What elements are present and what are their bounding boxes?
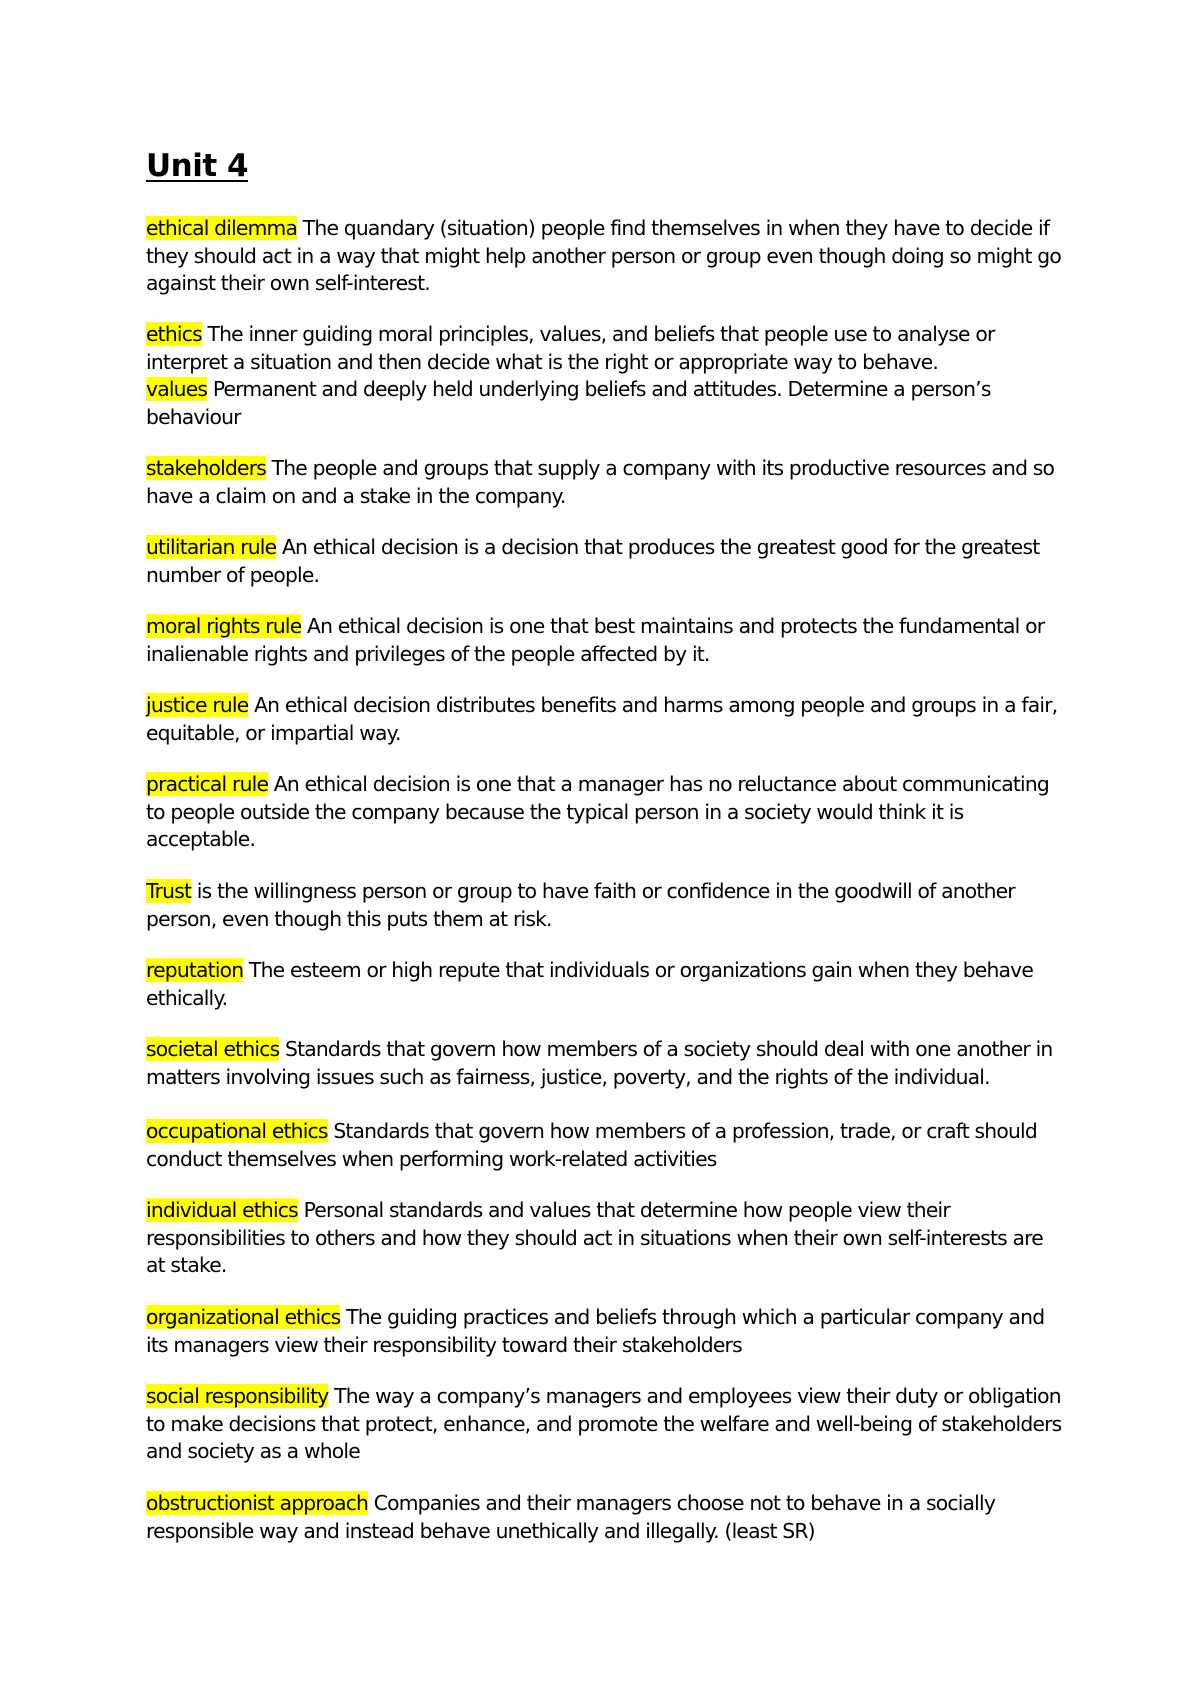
page-title: Unit 4: [146, 148, 249, 184]
term-highlight: moral rights rule: [146, 614, 302, 638]
definition-text: An ethical decision is one that best maintains and protects the fundamental or inalienable rights and privileges of the people affected by it.: [146, 614, 1045, 666]
definition-text: The guiding practices and beliefs through which a particular company and its managers view their responsibility toward their stakeholders: [146, 1305, 1045, 1357]
definition-entry-reputation: [146, 957, 1066, 1012]
definition-text: The way a company’s managers and employees view their duty or obligation to make decisions that protect, enhance, and promote the welfare and well-being of stakeholders and society as a whole: [146, 1384, 1062, 1463]
definition-entry-utilitarian-rule: [146, 534, 1066, 589]
definition-text: Standards that govern how members of a society should deal with one another in matters involving issues such as fairness, justice, poverty, and the rights of the individual.: [146, 1037, 1053, 1089]
term-highlight: organizational ethics: [146, 1305, 341, 1329]
definition-entry-social-responsibility: [146, 1383, 1066, 1466]
definition-text: is the willingness person or group to have faith or confidence in the goodwill of another person, even though this puts them at risk.: [146, 879, 1015, 931]
term-highlight: justice rule: [146, 693, 249, 717]
definition-text: An ethical decision is a decision that produces the greatest good for the greatest number of people.: [146, 535, 1040, 587]
term-highlight: ethical dilemma: [146, 216, 298, 240]
term-highlight: individual ethics: [146, 1198, 298, 1222]
term-highlight: stakeholders: [146, 456, 266, 480]
definition-entry-practical-rule: [146, 771, 1066, 854]
definition-text: An ethical decision distributes benefits and harms among people and groups in a fair, equitable, or impartial way.: [146, 693, 1058, 745]
definition-text: The quandary (situation) people find themselves in when they have to decide if they should act in a way that might help another person or group even though doing so might go against their own self-interest.: [146, 216, 1061, 295]
term-highlight: social responsibility: [146, 1384, 329, 1408]
definition-text: Permanent and deeply held underlying beliefs and attitudes. Determine a person’s behaviour: [146, 377, 991, 429]
definition-entry-justice-rule: [146, 692, 1066, 747]
term-highlight: reputation: [146, 958, 244, 982]
definition-entry-organizational-ethics: [146, 1304, 1066, 1359]
term-highlight: practical rule: [146, 772, 269, 796]
definition-entry-individual-ethics: [146, 1197, 1066, 1280]
definition-entry-ethical-dilemma: [146, 215, 1066, 298]
definition-entry-obstructionist-approach: [146, 1490, 1066, 1545]
term-highlight: utilitarian rule: [146, 535, 277, 559]
term-highlight: societal ethics: [146, 1037, 280, 1061]
definition-text: The people and groups that supply a company with its productive resources and so have a claim on and a stake in the company.: [146, 456, 1055, 508]
definition-entry-occupational-ethics: [146, 1118, 1066, 1173]
definition-text: Companies and their managers choose not to behave in a socially responsible way and instead behave unethically and illegally. (least SR): [146, 1491, 996, 1543]
definition-text: Personal standards and values that determine how people view their responsibilities to others and how they should act in situations when their own self-interests are at stake.: [146, 1198, 1043, 1277]
term-highlight: occupational ethics: [146, 1119, 328, 1143]
definition-text: The inner guiding moral principles, values, and beliefs that people use to analyse or interpret a situation and then decide what is the right or appropriate way to behave.: [146, 322, 995, 374]
term-highlight: values: [146, 377, 208, 401]
definition-text: Standards that govern how members of a profession, trade, or craft should conduct themselves when performing work-related activities: [146, 1119, 1037, 1171]
definition-entry-societal-ethics: [146, 1036, 1066, 1091]
definition-entry-values: [146, 376, 1066, 431]
definition-entry-stakeholders: [146, 455, 1066, 510]
term-highlight: ethics: [146, 322, 202, 346]
definition-entry-trust: [146, 878, 1066, 933]
term-highlight: obstructionist approach: [146, 1491, 369, 1515]
definition-text: An ethical decision is one that a manager has no reluctance about communicating to people outside the company because the typical person in a society would think it is acceptable.: [146, 772, 1049, 851]
definition-entry-moral-rights-rule: [146, 613, 1066, 668]
definition-text: The esteem or high repute that individuals or organizations gain when they behave ethically.: [146, 958, 1034, 1010]
term-highlight: Trust: [146, 879, 192, 903]
definition-entry-ethics: [146, 321, 1066, 376]
